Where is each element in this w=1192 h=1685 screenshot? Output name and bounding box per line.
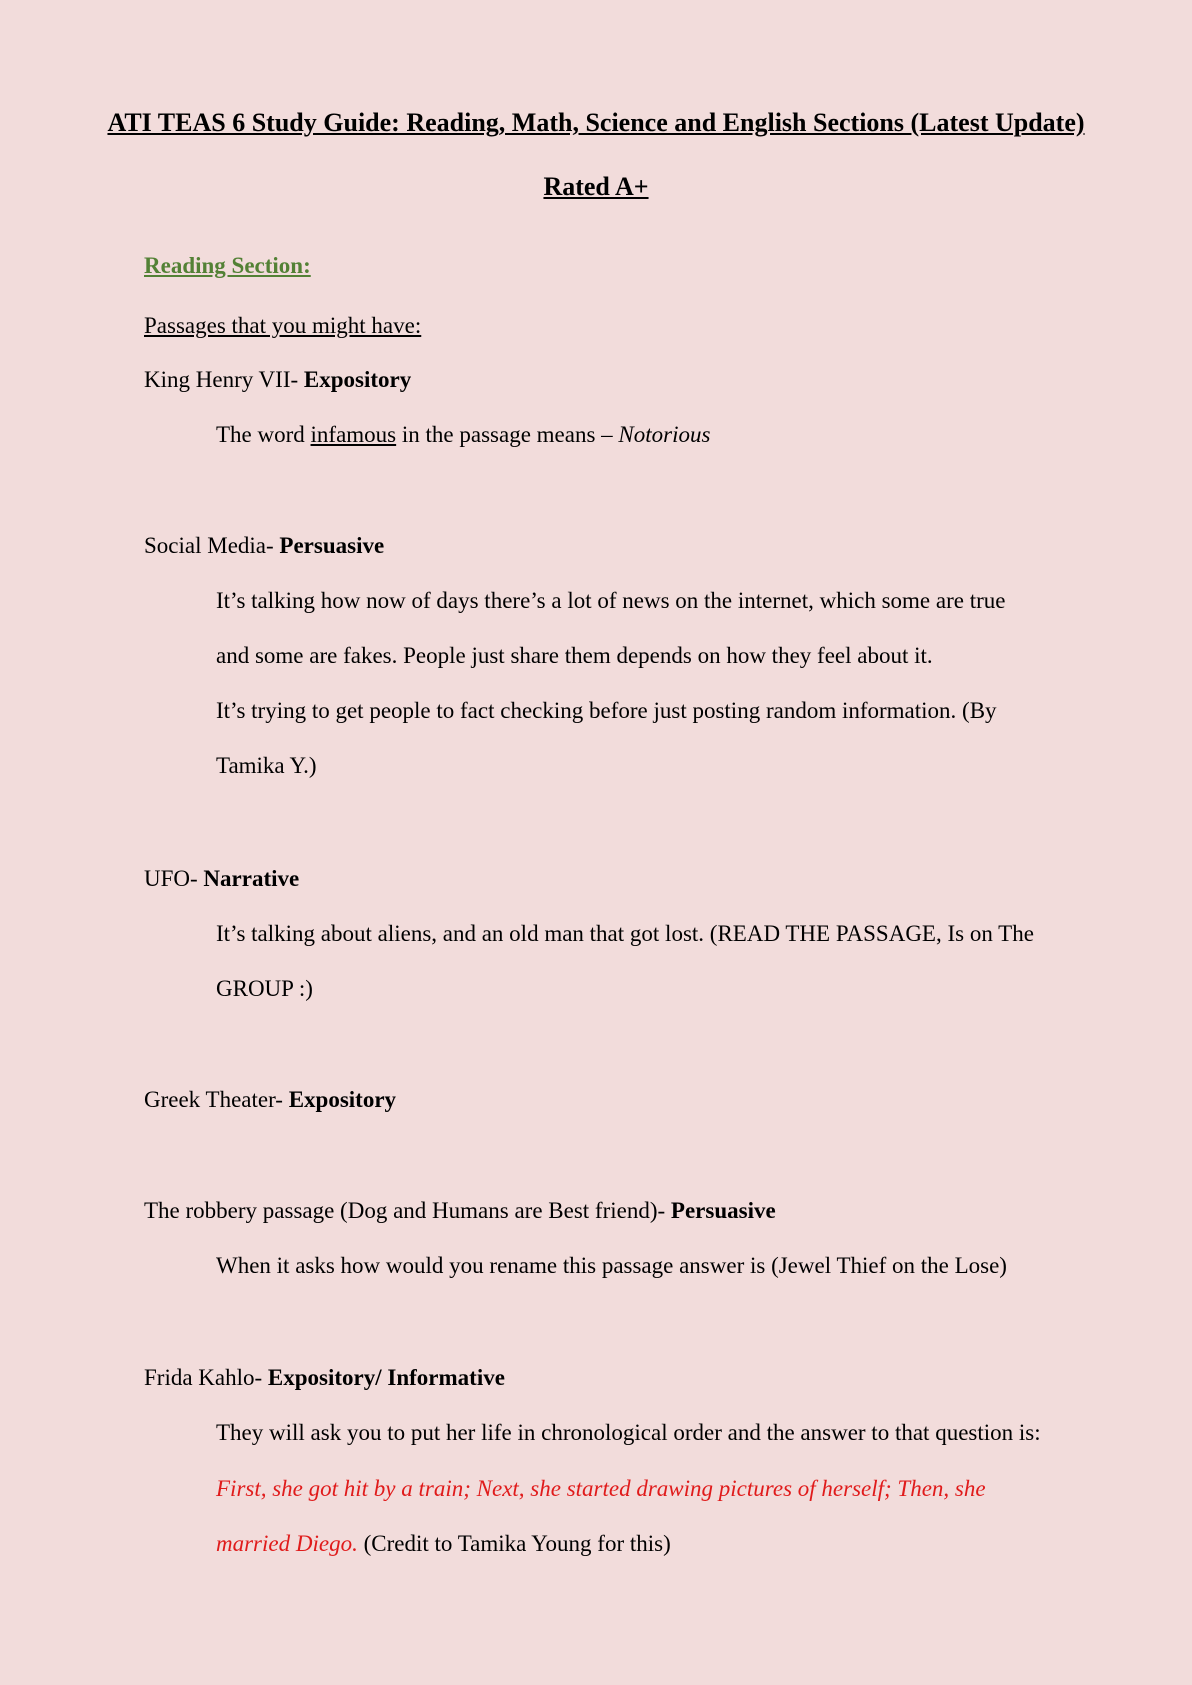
section-heading-reading bbox=[144, 253, 311, 279]
section-heading-text: Reading Section: bbox=[144, 253, 311, 278]
document-title-line-1: ATI TEAS 6 Study Guide: Reading, Math, Science and English Sections (Latest Update) bbox=[107, 108, 1085, 137]
list-item-continuation: and some are fakes. People just share them depends on how they feel about it. bbox=[216, 643, 933, 668]
highlighted-answer: First, she got hit by a train; Next, she started drawing pictures of herself; Then, she bbox=[216, 1476, 986, 1501]
passage-name: King Henry VII- bbox=[144, 367, 304, 392]
list-item: When it asks how would you rename this passage answer is (Jewel Thief on the Lose) bbox=[216, 1253, 1007, 1278]
passage-type: Persuasive bbox=[670, 1198, 776, 1223]
passage-name: Social Media- bbox=[144, 533, 280, 558]
list-item-continuation: Tamika Y.) bbox=[216, 753, 317, 778]
passage-ufo bbox=[144, 866, 299, 892]
list-item-continuation bbox=[216, 1476, 986, 1502]
passage-type: Expository bbox=[303, 367, 412, 392]
list-item: The word infamous in the passage means – Notorious bbox=[216, 422, 711, 447]
document-title-line-2: Rated A+ bbox=[543, 172, 649, 201]
passages-intro: Passages that you might have: bbox=[144, 313, 422, 338]
passage-robbery bbox=[144, 1198, 776, 1224]
highlighted-answer: married Diego. bbox=[216, 1531, 358, 1556]
passage-type: Narrative bbox=[203, 866, 300, 891]
list-item: It’s trying to get people to fact checking before just posting random information. (By bbox=[216, 698, 997, 723]
passage-frida-kahlo bbox=[144, 1365, 505, 1391]
passage-name: Frida Kahlo- bbox=[144, 1365, 268, 1390]
passage-greek-theater bbox=[144, 1087, 396, 1113]
list-item-continuation: GROUP :) bbox=[216, 976, 313, 1001]
vocab-answer: Notorious bbox=[618, 422, 711, 447]
passage-type: Persuasive bbox=[279, 533, 385, 558]
list-item-continuation bbox=[216, 1531, 671, 1557]
passage-social-media bbox=[144, 533, 384, 559]
passage-type: Expository/ Informative bbox=[267, 1365, 505, 1390]
credit-note: (Credit to Tamika Young for this) bbox=[357, 1531, 671, 1556]
list-item: It’s talking about aliens, and an old man that got lost. (READ THE PASSAGE, Is on The bbox=[216, 921, 1034, 946]
passage-name: UFO- bbox=[144, 866, 204, 891]
passage-name: Greek Theater- bbox=[144, 1087, 289, 1112]
passage-king-henry bbox=[144, 367, 411, 393]
passage-type: Expository bbox=[288, 1087, 397, 1112]
list-item: It’s talking how now of days there’s a lot of news on the internet, which some are true bbox=[216, 588, 1006, 613]
vocab-word: infamous bbox=[310, 422, 397, 447]
passage-name: The robbery passage (Dog and Humans are Best friend)- bbox=[144, 1198, 671, 1223]
list-item: They will ask you to put her life in chronological order and the answer to that question is: bbox=[216, 1420, 1041, 1445]
